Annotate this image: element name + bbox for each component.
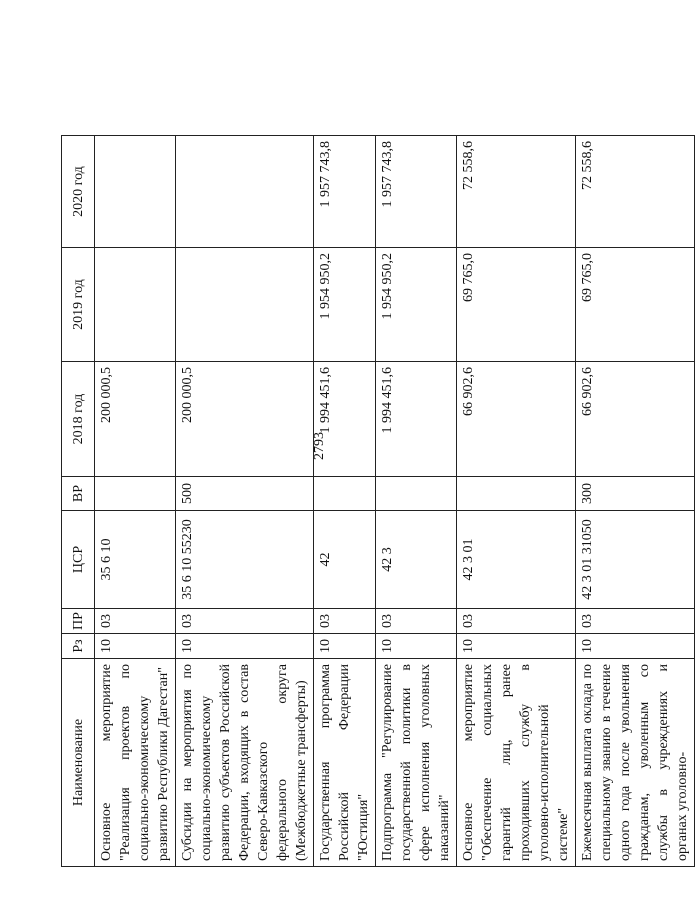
row-2018: 1 994 451,6 (314, 362, 376, 477)
row-2019 (176, 248, 314, 362)
row-2020: 1 957 743,8 (376, 136, 457, 248)
row-vr (376, 477, 457, 511)
row-2019: 1 954 950,2 (376, 248, 457, 362)
row-2020: 1 957 743,8 (314, 136, 376, 248)
row-2019: 69 765,0 (576, 248, 695, 362)
budget-table (61, 135, 695, 867)
table-row (95, 136, 176, 867)
row-name: Субсидии на мероприятия по социально-экономическому развитию субъектов Российской Федерации, входящих в состав Северо-Кавказского федерального округа (Межбюджетные трансферты) (176, 659, 314, 867)
row-2018: 66 902,6 (457, 362, 576, 477)
row-rz: 10 (95, 634, 176, 659)
header-vr: ВР (62, 477, 95, 511)
row-pr: 03 (95, 609, 176, 634)
row-csr: 42 3 01 31050 (576, 511, 695, 609)
header-2020: 2020 год (62, 136, 95, 248)
row-pr: 03 (576, 609, 695, 634)
header-2018: 2018 год (62, 362, 95, 477)
row-2019: 1 954 950,2 (314, 248, 376, 362)
header-name: Наименование (62, 659, 95, 867)
row-name: Государственная программа Российской Федерации "Юстиция" (314, 659, 376, 867)
row-2018: 66 902,6 (576, 362, 695, 477)
row-name: Ежемесячная выплата оклада по специальному званию в течение одного года после увольнения гражданам, уволенным со службы в учреждениях и органах уголовно- (576, 659, 695, 867)
row-2020 (95, 136, 176, 248)
row-vr (95, 477, 176, 511)
row-2018: 200 000,5 (176, 362, 314, 477)
row-name: Подпрограмма "Регулирование государственной политики в сфере исполнения уголовных наказаний" (376, 659, 457, 867)
table-row (376, 136, 457, 867)
row-csr: 42 3 (376, 511, 457, 609)
row-csr: 35 6 10 (95, 511, 176, 609)
row-vr: 300 (576, 477, 695, 511)
row-vr (457, 477, 576, 511)
header-pr: ПР (62, 609, 95, 634)
table-row (457, 136, 576, 867)
row-pr: 03 (457, 609, 576, 634)
header-2019: 2019 год (62, 248, 95, 362)
row-rz: 10 (314, 634, 376, 659)
table-row (576, 136, 695, 867)
row-rz: 10 (457, 634, 576, 659)
row-rz: 10 (376, 634, 457, 659)
row-rz: 10 (176, 634, 314, 659)
row-2018: 200 000,5 (95, 362, 176, 477)
page-number: 2793 (312, 432, 327, 460)
row-name: Основное мероприятие "Обеспечение социальных гарантий лиц, ранее проходивших службу в уголовно-исполнительной системе" (457, 659, 576, 867)
header-rz: Рз (62, 634, 95, 659)
row-csr: 42 3 01 (457, 511, 576, 609)
row-vr (314, 477, 376, 511)
row-2019: 69 765,0 (457, 248, 576, 362)
table-header-row (62, 136, 95, 867)
row-2020: 72 558,6 (457, 136, 576, 248)
row-csr: 42 (314, 511, 376, 609)
row-rz: 10 (576, 634, 695, 659)
row-pr: 03 (314, 609, 376, 634)
row-2019 (95, 248, 176, 362)
row-2020: 72 558,6 (576, 136, 695, 248)
header-csr: ЦСР (62, 511, 95, 609)
row-2018: 1 994 451,6 (376, 362, 457, 477)
row-2020 (176, 136, 314, 248)
row-name: Основное мероприятие "Реализация проектов по социально-экономическому развитию Республики Дагестан" (95, 659, 176, 867)
table-row (314, 136, 376, 867)
row-pr: 03 (176, 609, 314, 634)
row-vr: 500 (176, 477, 314, 511)
table-row (176, 136, 314, 867)
row-pr: 03 (376, 609, 457, 634)
row-csr: 35 6 10 55230 (176, 511, 314, 609)
